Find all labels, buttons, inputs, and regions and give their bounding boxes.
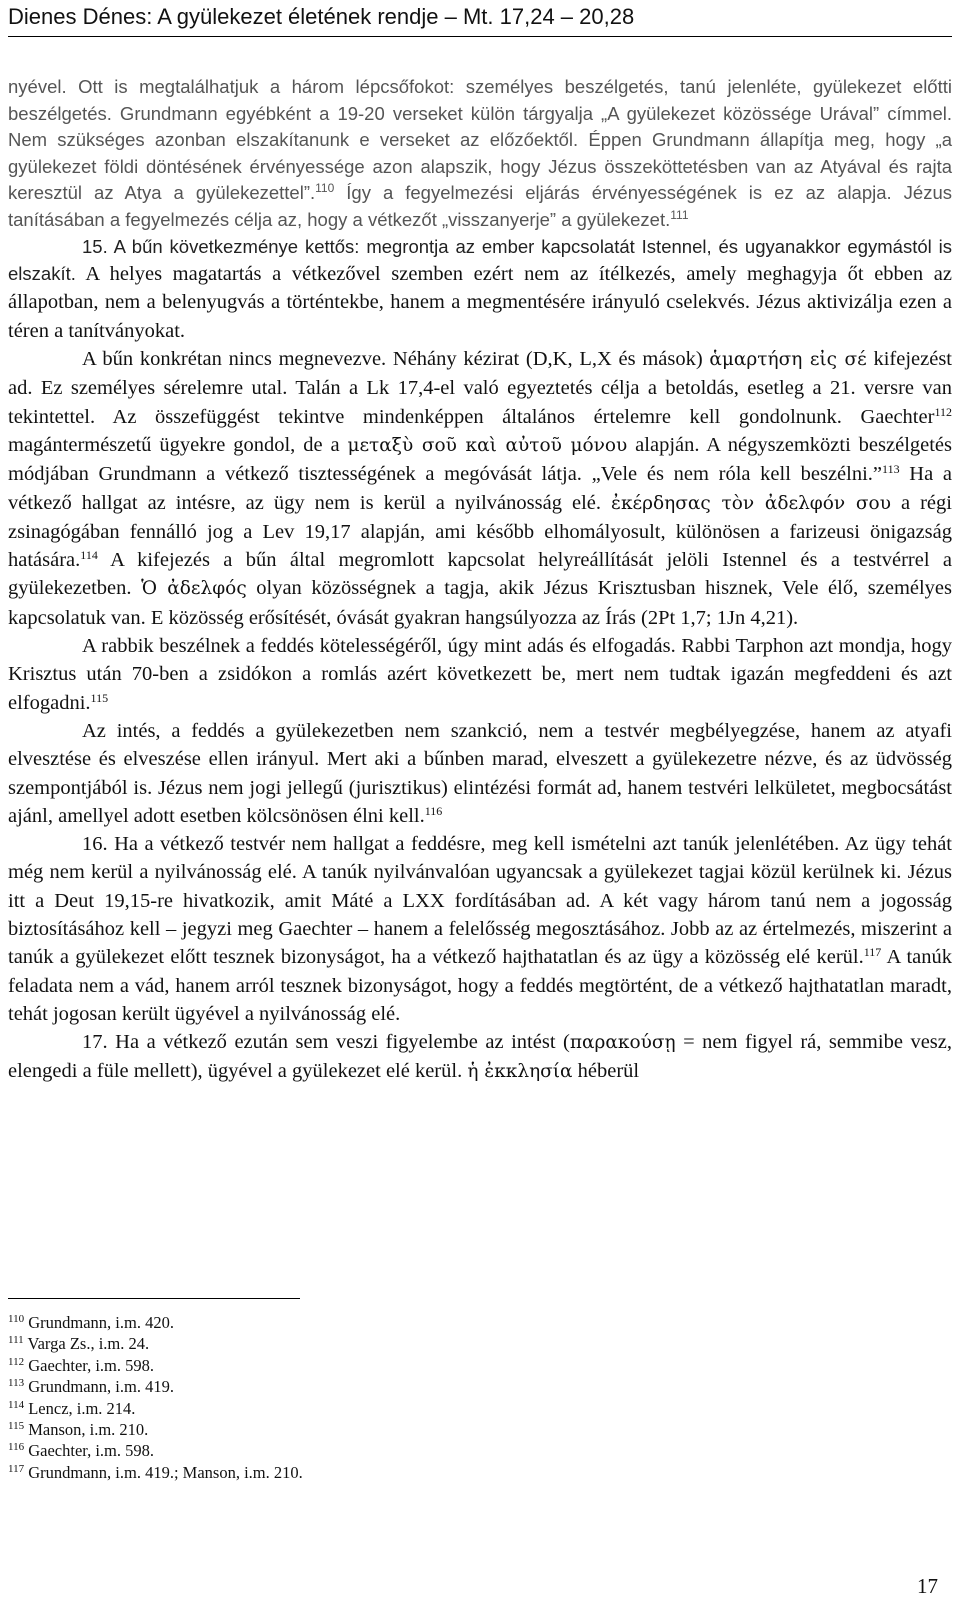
- footnote: [8, 1333, 608, 1354]
- footnote: [8, 1398, 608, 1419]
- paragraph-text: A kifejezés a bűn által megromlott kapcsolat helyreállítását jelöli Istennel és a testvérrel a gyülekezetben.: [8, 549, 952, 600]
- paragraph-17: [8, 1028, 952, 1087]
- body-text: [8, 74, 952, 1087]
- paragraph-text: 17. Ha a vétkező ezután sem veszi figyelembe az intést (: [82, 1031, 570, 1054]
- paragraph-text: A helyes magatartás a vétkezővel szemben ezért nem az ítélkezés, amely meghagyja őt ebben az állapotban, nem a belenyugvás a történtekbe, hanem a megmentésére irányuló cselekvés. Jézus aktivizálja ezen a téren a tanítványokat.: [8, 263, 952, 342]
- paragraph-sin: [8, 345, 952, 632]
- footnote-ref[interactable]: 112: [934, 404, 952, 419]
- footnotes: [8, 1312, 608, 1483]
- paragraph-rabbis: [8, 632, 952, 717]
- footnote-number: 111: [8, 1334, 24, 1347]
- footnote: [8, 1312, 608, 1333]
- footnote: [8, 1419, 608, 1440]
- paragraph-text: A rabbik beszélnek a feddés kötelességéről, úgy mint adás és elfogadás. Rabbi Tarphon azt mondja, hogy Krisztus után 70-ben a zsidókon a romlás azért következett be, mert nem tudtak igazán megfeddeni és azt elfogadni.: [8, 635, 952, 714]
- footnote-text: Gaechter, i.m. 598.: [28, 1355, 155, 1375]
- footnote-ref[interactable]: 110: [315, 181, 335, 196]
- footnote-divider: [8, 1298, 300, 1299]
- paragraph-text: olyan közösségnek a tagja, akik Jézus Krisztusban hisznek, Vele élő, személyes kapcsolatuk van. E közösség erősítését, óvását gyakran hangsúlyozza az Írás (2Pt 1,7; 1Jn 4,21).: [8, 577, 953, 629]
- paragraph-text: magántermészetű ügyekre gondol, de a: [8, 433, 348, 456]
- paragraph-text: Ha a vétkező hallgat az intésre, az ügy nem is kerül a nyilvánosság elé.: [8, 463, 952, 514]
- paragraph-text: = nem figyel rá, semmibe vesz, elengedi a füle mellett), ügyével a gyülekezet elé kerül.: [8, 1031, 952, 1083]
- greek-phrase: ἁμαρτήση εἰς σέ: [709, 349, 867, 371]
- greek-phrase: μεταξὺ σοῦ καὶ αὐτοῦ μόνου: [347, 434, 628, 456]
- paragraph-text: kifejezést ad. Ez személyes sérelemre utal. Talán a Lk 17,4-el való egyeztetés célja a betoldás, esetleg a 21. versre van tekintettel. Az összefüggést tekintve mindenképpen általános értelemre kell gondolnunk. Gaechter: [8, 348, 952, 428]
- paragraph-admonition: [8, 717, 952, 830]
- paragraph-text: 16. Ha a vétkező testvér nem hallgat a feddésre, meg kell ismételni azt tanúk jelenlétében. Az ügy tehát még nem kerül a nyilvánosság elé. A tanúk nyilvánvalóan ugyancsak a gyülekezet tagjai közül kerülnek ki. Jézus itt a Deut 19,15-re hivatkozik, amit Máté a LXX fordításában ad. A két vagy három tanú nem a jogosság biztosításához kell – jegyzi meg Gaechter – hanem a felelősség megosztásához. Jobb az az értelmezés, miszerint a tanúk a gyülekezet előtt tesznek bizonyságot, ha a vétkező hajthatatlan és az ügy a közösség elé kerül.: [8, 833, 952, 969]
- paragraph-text: a régi zsinagógában fennálló jog a Lev 19,17 alapján, ami később elhomályosult, különösen a farizeusi önigazság hatására.: [8, 491, 952, 572]
- footnote: [8, 1376, 608, 1397]
- footnote-text: Gaechter, i.m. 598.: [28, 1441, 155, 1461]
- footnote-text: Grundmann, i.m. 420.: [28, 1313, 174, 1332]
- footnote-number: 116: [8, 1441, 25, 1454]
- paragraph-text: nyével. Ott is megtalálhatjuk a három lépcsőfokot: személyes beszélgetés, tanú jelenléte, gyülekezet előtti beszélgetés. Grundmann egyébként a 19-20 verseket külön tárgyalja „A gyülekezet közössége Urával” címmel. Nem szükséges azonban elszakítanunk e verseket az előzőektől. Éppen Grundmann állapítja meg, hogy „a gyülekezet földi döntésének érvényessége azon alapszik, hogy Jézus összeköttetésben van az Atyával és rajta keresztül az Atya a gyülekezettel”.: [8, 76, 952, 204]
- footnote-number: 110: [8, 1313, 25, 1325]
- paragraph-text: A tanúk feladata nem a vád, hanem arról tesznek bizonyságot, hogy a feddés megtörtént, de a vétkező hajthatatlan maradt, tehát jogosan került ügyével a nyilvánosság elé.: [8, 946, 952, 1025]
- footnote: [8, 1440, 608, 1461]
- greek-phrase: Ὁ ἀδελφός: [141, 578, 247, 600]
- page-number: 17: [917, 1574, 938, 1598]
- footnote-text: Grundmann, i.m. 419.: [28, 1377, 174, 1397]
- footnote-text: Varga Zs., i.m. 24.: [27, 1334, 150, 1354]
- footnote-number: 112: [8, 1355, 25, 1368]
- paragraph-text: A bűn konkrétan nincs megnevezve. Néhány kézirat (D,K, L,X és mások): [82, 348, 710, 371]
- paragraph-text: Így a fegyelmezési eljárás érvényességének is ez az alapja. Jézus tanításában a fegyelmezés célja az, hogy a vétkezőt „visszanyerje” a gyülekezet.: [8, 182, 952, 230]
- footnote: [8, 1462, 608, 1483]
- footnote-ref[interactable]: 113: [882, 462, 900, 477]
- footnote-number: 115: [8, 1420, 25, 1433]
- paragraph-text: héberül: [572, 1060, 640, 1083]
- footnote-ref[interactable]: 114: [80, 548, 98, 563]
- footnote-number: 117: [8, 1462, 25, 1475]
- footnote: [8, 1355, 608, 1376]
- footnote-text: Grundmann, i.m. 419.; Manson, i.m. 210.: [28, 1462, 303, 1482]
- footnote-text: Lencz, i.m. 214.: [28, 1398, 136, 1418]
- footnote-number: 114: [8, 1398, 25, 1411]
- footnote-text: Manson, i.m. 210.: [28, 1420, 149, 1440]
- footnote-ref[interactable]: 116: [424, 803, 443, 818]
- paragraph-text: 15. A bűn következménye kettős: megrontja az ember kapcsolatát Istennel, és ugyanakkor egymástól is elszakít.: [8, 235, 952, 285]
- paragraph-15: [8, 234, 952, 345]
- greek-phrase: ἡ ἐκκλησία: [467, 1061, 573, 1083]
- running-header: Dienes Dénes: A gyülekezet életének rendje – Mt. 17,24 – 20,28: [8, 2, 952, 37]
- paragraph-16: [8, 830, 952, 1028]
- footnote-ref[interactable]: 111: [670, 207, 689, 222]
- footnote-number: 113: [8, 1377, 25, 1390]
- footnote-ref[interactable]: 117: [863, 945, 882, 960]
- paragraph-text: alapján. A négyszemközti beszélgetés módjában Grundmann a vétkező tisztességének a megóvását látja. „Vele és nem róla kell beszélni.”: [8, 433, 953, 486]
- greek-phrase: ἐκέρδησας τὸν ἀδελφόν σου: [611, 492, 891, 514]
- paragraph-continuation: [8, 74, 952, 234]
- greek-phrase: παρακούσῃ: [569, 1032, 676, 1054]
- paragraph-text: Az intés, a feddés a gyülekezetben nem szankció, nem a testvér megbélyegzése, hanem az atyafi elvesztése és elveszése ellen irányul. Mert aki a bűnben marad, elveszett a gyülekezetre nézve, és az üdvösség szempontjából is. Jézus nem jogi jellegű (jurisztikus) elintézési formát ad, hanem testvéri lelkületet, megbocsátást ajánl, amellyel adott esetben kölcsönösen élni kell.: [8, 719, 952, 827]
- footnote-ref[interactable]: 115: [90, 690, 109, 705]
